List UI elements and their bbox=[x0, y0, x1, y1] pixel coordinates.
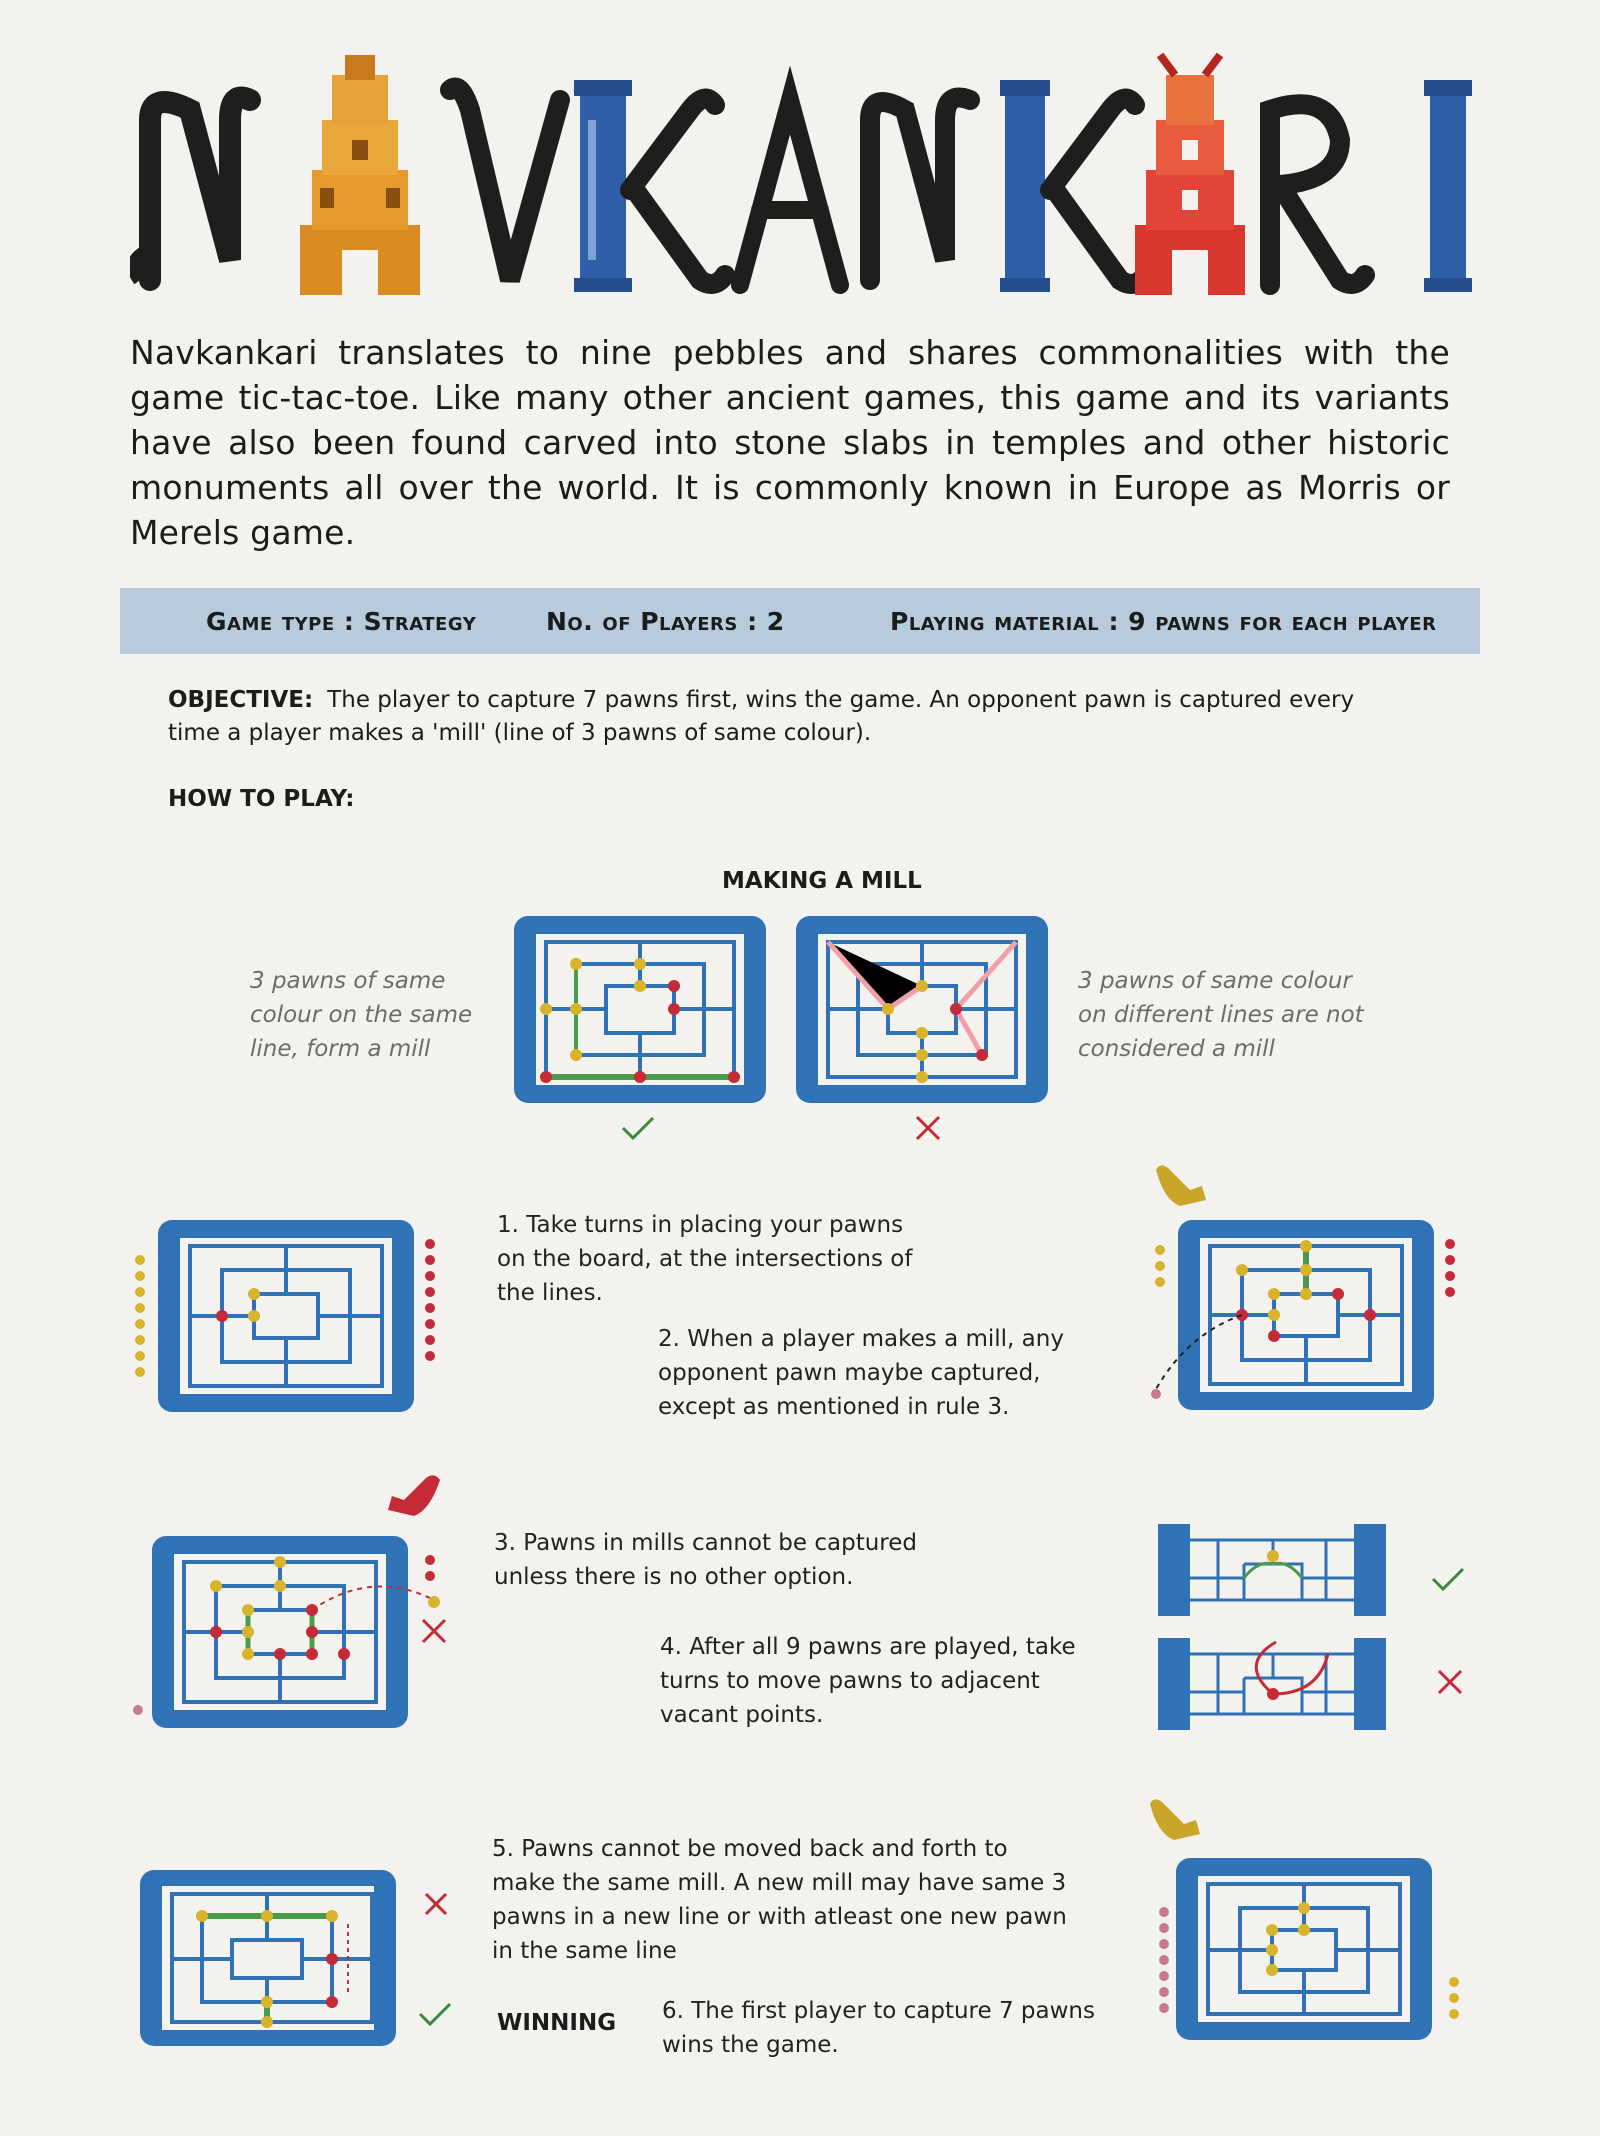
check-icon bbox=[1430, 1565, 1466, 1593]
mill-board-valid bbox=[510, 912, 770, 1107]
objective-text: The player to capture 7 pawns first, wins the game. An opponent pawn is captured every time a player makes a 'mill' (line of 3 pawns of same colour). bbox=[168, 687, 1355, 746]
note-mill-yes: 3 pawns of same colour on the same line, form a mill bbox=[250, 968, 473, 1062]
move-diagram-invalid bbox=[1158, 1634, 1388, 1734]
hand-icon bbox=[1150, 1160, 1210, 1210]
hand-icon bbox=[384, 1470, 446, 1520]
rule-4: 4. After all 9 pawns are played, take turns to move pawns to adjacent vacant points. bbox=[660, 1634, 1076, 1728]
game-type: Game type : Strategy bbox=[206, 606, 477, 636]
info-band bbox=[120, 588, 1480, 654]
rule-6: 6. The first player to capture 7 pawns wins the game. bbox=[662, 1998, 1095, 2058]
cross-icon bbox=[1436, 1668, 1464, 1696]
board-rule-2 bbox=[1148, 1214, 1468, 1414]
players-count: No. of Players : 2 bbox=[546, 606, 785, 636]
title-logo bbox=[130, 50, 1480, 310]
board-rule-1 bbox=[130, 1214, 440, 1419]
temple-icon bbox=[300, 55, 420, 295]
intro-paragraph: Navkankari translates to nine pebbles and shares commonalities with the game tic-tac-toe. Like many other ancient games, this game and its variants have also been found carved into stone slabs in temples and other historic monuments all over the world. It is commonly known in Europe as Morris or Merels game. bbox=[130, 333, 1450, 552]
board-rule-6 bbox=[1150, 1852, 1470, 2052]
mill-board-invalid bbox=[792, 912, 1052, 1107]
temple-icon bbox=[1135, 55, 1245, 295]
rule-2: 2. When a player makes a mill, any opponent pawn maybe captured, except as mentioned in rule 3. bbox=[658, 1326, 1064, 1420]
board-rule-3 bbox=[130, 1520, 470, 1735]
rule-1: 1. Take turns in placing your pawns on the board, at the intersections of the lines. bbox=[497, 1212, 913, 1306]
board-rule-5 bbox=[136, 1864, 456, 2054]
making-a-mill-heading: MAKING A MILL bbox=[722, 868, 922, 894]
pillar-icon bbox=[1424, 80, 1472, 292]
cross-icon bbox=[914, 1114, 942, 1142]
objective-label: OBJECTIVE: bbox=[168, 687, 314, 713]
how-to-play-heading: HOW TO PLAY: bbox=[168, 786, 355, 812]
objective bbox=[168, 684, 1408, 750]
check-icon bbox=[620, 1114, 656, 1142]
rule-5: 5. Pawns cannot be moved back and forth to make the same mill. A new mill may have same 3 pawns in a new line or with atleast one new pawn in the same line bbox=[492, 1836, 1067, 1964]
move-diagram-valid bbox=[1158, 1520, 1388, 1620]
rule-3: 3. Pawns in mills cannot be captured unless there is no other option. bbox=[494, 1530, 918, 1590]
note-mill-no: 3 pawns of same colour on different lines are not considered a mill bbox=[1078, 968, 1364, 1062]
winning-heading: WINNING bbox=[497, 2010, 617, 2036]
hand-icon bbox=[1144, 1794, 1204, 1844]
playing-material: Playing material : 9 pawns for each player bbox=[890, 606, 1437, 636]
